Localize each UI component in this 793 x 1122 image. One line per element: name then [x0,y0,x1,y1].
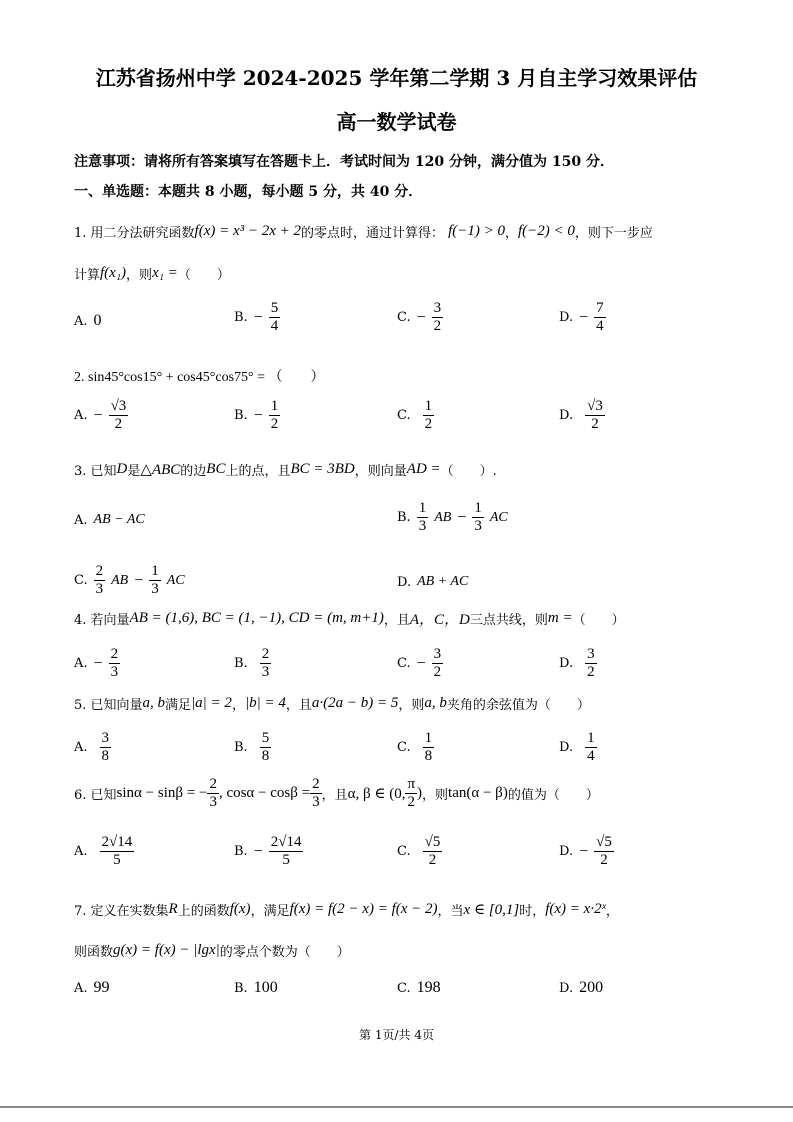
q7-text-7: 则函数 [74,945,114,960]
q3-text-6: （ ）. [440,464,497,479]
question-7-stem [74,900,619,919]
q5-text-3: ，且 [285,698,312,713]
q3-edge: BC [206,461,226,477]
q2-option-c[interactable]: C. $\frac{1}{2}$ [397,398,433,432]
q5-cond-2: |b| = 4 [244,695,286,711]
q3-option-d[interactable]: D. AB + AC [397,574,469,590]
q1-option-a[interactable]: A. 0 [74,312,102,329]
q7-text-2: 上的函数 [177,904,230,919]
q5-text-4: ，则 [398,698,425,713]
q1-option-c[interactable]: C. − $\frac{3}{2}$ [397,300,442,334]
q1-text-5: ，则 [126,268,153,283]
q1-text-1: 1. 用二分法研究函数 [74,226,195,241]
q6-expr-3: α, β ∈ (0, [347,786,406,802]
question-4-stem [74,608,625,629]
q4-option-d[interactable]: D. $\frac{3}{2}$ [559,646,595,680]
q3-text-4: 上的点，且 [225,464,291,479]
q3-option-a[interactable]: A. AB − AC [74,512,145,528]
q4-option-c[interactable]: C. − $\frac{3}{2}$ [397,646,442,680]
exam-title: 江苏省扬州中学 2024-2025 学年第二学期 3 月自主学习效果评估 [95,66,698,90]
q3-option-b[interactable]: B. $\frac{1}{3}$ AB − $\frac{1}{3}$ AC [397,500,508,534]
q1-x1: x₁ = [152,265,178,281]
q7-text-3: ，满足 [250,904,290,919]
q4-text-2: ，且 [383,613,410,628]
q4-m: m = [547,610,573,626]
q1-cond-2: f(−2) < 0 [517,223,575,239]
q3-vector-ad: AD = [406,461,441,477]
q1-option-d[interactable]: D. − $\frac{7}{4}$ [559,300,604,334]
q5-option-a[interactable]: A. $\frac{3}{8}$ [74,730,110,764]
q4-points: A，C，D [409,612,470,628]
q5-option-b[interactable]: B. $\frac{5}{8}$ [234,730,270,764]
q2-option-b[interactable]: B. − $\frac{1}{2}$ [234,398,279,432]
q7-eq-2: f(x) = x·2ˣ [545,901,606,917]
q3-text-2: 是 [127,464,141,479]
q7-function: f(x) [229,901,251,917]
q7-option-c[interactable]: C. 198 [397,979,441,996]
q6-option-a[interactable]: A. $\frac{2√14}{5}$ [74,834,133,868]
q7-domain: x ∈ [0,1] [463,902,520,918]
q1-function: f(x) = x³ − 2x + 2 [194,223,302,239]
q1-text-2: 的零点时，通过计算得： [301,226,445,241]
q3-vector-eq: BC = 3BD [290,461,355,477]
question-7-stem-2 [74,941,350,960]
q4-text-1: 4. 若向量 [74,613,130,628]
page-footer: 第 1页/共 4页 [359,1028,434,1042]
q6-text-1: 6. 已知 [74,788,117,803]
q7-text-1: 7. 定义在实数集 [74,904,169,919]
q6-expr-2: , cosα − cosβ = [218,785,311,801]
q7-text-6: ， [605,904,619,919]
q2-option-d[interactable]: D. $\frac{√3}{2}$ [559,398,603,432]
q5-vectors: a, b [142,695,166,711]
q7-eq-1: f(x) = f(2 − x) = f(x − 2) [289,901,438,917]
q6-option-b[interactable]: B. − $\frac{2√14}{5}$ [234,834,302,868]
q4-option-b[interactable]: B. $\frac{2}{3}$ [234,646,270,680]
q7-text-8: 的零点个数为（ ） [219,945,350,960]
q6-text-3: ，则 [422,788,449,803]
q6-expr-1: sinα − sinβ = − [116,785,208,801]
q6-option-d[interactable]: D. − $\frac{√5}{2}$ [559,834,612,868]
q7-option-d[interactable]: D. 200 [559,979,604,996]
q5-vectors-2: a, b [424,695,447,711]
q3-text-5: ，则向量 [354,464,407,479]
q3-triangle: △ABC [140,462,181,478]
q5-text-1: 5. 已知向量 [74,698,143,713]
question-5-stem: 5. 已知向量 a, b 满足 |a| = 2 ， |b| = 4 ，且 a·(2a − b) = 5 ，则 a, b 夹角的余弦值为（ ） [74,695,590,713]
q6-text-4: 的值为（ ） [507,788,599,803]
q5-cond-3: a·(2a − b) = 5 [311,695,399,711]
notice: 注意事项：请将所有答案填写在答题卡上．考试时间为 120 分钟，满分值为 150 分． [74,154,614,170]
question-1-stem: 1. 用二分法研究函数 f(x) = x³ − 2x + 2 的零点时，通过计算得： f(−1) > 0 ， f(−2) < 0 ，则下一步应 [74,223,653,241]
q5-cond-1: |a| = 2 [191,695,232,711]
q1-fx1: f(x₁) [100,265,127,281]
question-2-stem: 2. sin45°cos15° + cos45°cos75° = （ ） [74,370,325,385]
exam-subtitle: 高一数学试卷 [336,110,457,134]
q1-text-6: （ ） [177,268,230,283]
q5-option-d[interactable]: D. $\frac{1}{4}$ [559,730,595,764]
q7-text-4: ，当 [437,904,464,919]
q3-text-3: 的边 [180,464,207,479]
q1-text-4: 计算 [74,268,101,283]
q6-text-2: ，且 [321,788,348,803]
q6-option-c[interactable]: C. $\frac{√5}{2}$ [397,834,441,868]
q4-text-4: （ ） [572,613,625,628]
question-6-stem: 6. 已知 sinα − sinβ = − $\frac{2}{3}$ , cosα − cosβ = $\frac{2}{3}$ ，且 α, β ∈ (0, $\frac{\pi}{2}$ ) ，则 tan(α − β) 的值为（ ） [74,776,599,810]
section-heading: 一、单选题：本题共 8 小题，每小题 5 分，共 40 分． [74,184,423,200]
q3-text-1: 3. 已知 [74,464,117,479]
q3-point-d: D [116,461,128,477]
q1-cond-1: f(−1) > 0 [448,223,505,239]
q5-text-5: 夹角的余弦值为（ ） [446,698,590,713]
q7-option-a[interactable]: A. 99 [74,979,110,996]
q1-text-3: ，则下一步应 [574,226,653,241]
q7-g: g(x) = f(x) − |lgx| [113,942,220,958]
question-1-stem-2 [74,264,230,283]
q2-option-a[interactable]: A. − $\frac{√3}{2}$ [74,398,127,432]
q5-text-2: 满足 [165,698,192,713]
q7-option-b[interactable]: B. 100 [234,979,278,996]
question-3-stem [74,460,497,479]
q3-option-c[interactable]: C. $\frac{2}{3}$ AB − $\frac{1}{3}$ AC [74,563,185,597]
q7-text-5: 时， [519,904,546,919]
q4-vectors: AB = (1,6), BC = (1, −1), CD = (m, m+1) [129,610,384,626]
q5-option-c[interactable]: C. $\frac{1}{8}$ [397,730,433,764]
q7-set: R [168,901,178,917]
q6-expr-4: tan(α − β) [448,785,508,801]
q1-option-b[interactable]: B. − $\frac{5}{4}$ [234,300,279,334]
bottom-divider [0,1106,793,1108]
q4-text-3: 三点共线，则 [469,613,548,628]
q4-option-a[interactable]: A. − $\frac{2}{3}$ [74,646,119,680]
